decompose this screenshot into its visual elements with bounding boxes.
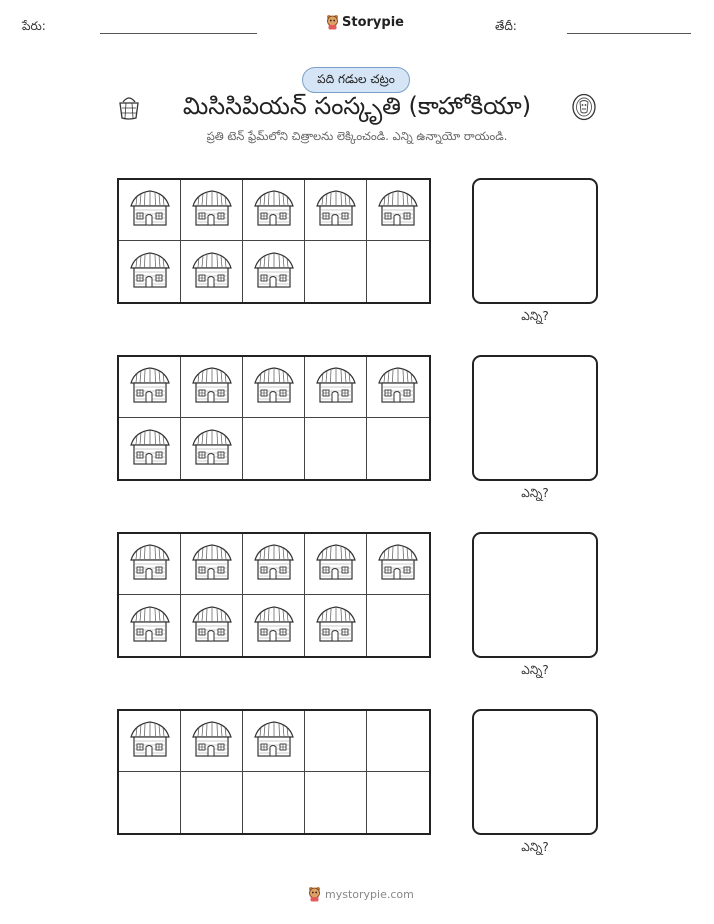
thatched-hut-icon [314, 604, 358, 648]
thatched-hut-icon [252, 250, 296, 294]
ten-frame-cell [305, 711, 367, 772]
ten-frame-cell [367, 357, 429, 418]
ten-frame-cell [119, 357, 181, 418]
footer-url: mystorypie.com [325, 887, 414, 901]
ten-frame-cell [305, 595, 367, 656]
answer-box-2[interactable] [472, 355, 598, 481]
ten-frame-cell [119, 711, 181, 772]
thatched-hut-icon [128, 250, 172, 294]
thatched-hut-icon [314, 365, 358, 409]
thatched-hut-icon [252, 188, 296, 232]
thatched-hut-icon [128, 188, 172, 232]
ten-frame-cell [243, 772, 305, 833]
thatched-hut-icon [128, 542, 172, 586]
how-many-label-1: ఎన్ని? [521, 309, 549, 323]
thatched-hut-icon [190, 250, 234, 294]
ten-frame-cell [305, 241, 367, 302]
ten-frame-2 [117, 355, 431, 481]
thatched-hut-icon [252, 604, 296, 648]
thatched-hut-icon [314, 188, 358, 232]
ten-frame-4 [117, 709, 431, 835]
thatched-hut-icon [190, 365, 234, 409]
ten-frame-cell [181, 595, 243, 656]
ten-frame-cell [367, 180, 429, 241]
thatched-hut-icon [190, 427, 234, 471]
ten-frame-cell [181, 180, 243, 241]
ten-frame-cell [243, 595, 305, 656]
ten-frame-cell [181, 357, 243, 418]
ten-frame-cell [305, 772, 367, 833]
name-label: పేరు: [22, 19, 46, 33]
date-line[interactable] [567, 33, 691, 34]
ten-frame-cell [367, 772, 429, 833]
how-many-label-2: ఎన్ని? [521, 486, 549, 500]
how-many-label-4: ఎన్ని? [521, 840, 549, 854]
thatched-hut-icon [128, 365, 172, 409]
ten-frame-cell [181, 418, 243, 479]
how-many-label-3: ఎన్ని? [521, 663, 549, 677]
ten-frame-cell [119, 534, 181, 595]
thatched-hut-icon [128, 719, 172, 763]
engraved-shell-icon [571, 93, 597, 121]
ten-frame-cell [305, 180, 367, 241]
storypie-mascot-icon [308, 886, 321, 902]
thatched-hut-icon [376, 365, 420, 409]
ten-frame-cell [119, 418, 181, 479]
answer-box-4[interactable] [472, 709, 598, 835]
worksheet-type-badge: పది గడుల చట్రం [302, 67, 410, 93]
answer-box-3[interactable] [472, 532, 598, 658]
ten-frame-cell [367, 241, 429, 302]
basket-icon [117, 93, 141, 121]
instructions: ప్రతి టెన్ ఫ్రేమ్‌లోని చిత్రాలను లెక్కించండి. ఎన్ని ఉన్నాయో రాయండి. [206, 129, 508, 143]
ten-frame-cell [119, 180, 181, 241]
ten-frame-1 [117, 178, 431, 304]
thatched-hut-icon [128, 604, 172, 648]
ten-frame-cell [367, 534, 429, 595]
ten-frame-cell [367, 595, 429, 656]
ten-frame-3 [117, 532, 431, 658]
ten-frame-cell [367, 418, 429, 479]
thatched-hut-icon [190, 604, 234, 648]
thatched-hut-icon [128, 427, 172, 471]
ten-frame-cell [367, 711, 429, 772]
brand-name: Storypie [342, 14, 404, 30]
thatched-hut-icon [376, 542, 420, 586]
ten-frame-cell [181, 241, 243, 302]
storypie-mascot-icon [326, 14, 339, 30]
worksheet-title: మిసిసిపియన్ సంస్కృతి (కాహోకియా) [182, 92, 532, 120]
thatched-hut-icon [252, 719, 296, 763]
name-line[interactable] [100, 33, 257, 34]
ten-frame-cell [243, 241, 305, 302]
ten-frame-cell [305, 357, 367, 418]
ten-frame-cell [181, 534, 243, 595]
ten-frame-cell [305, 534, 367, 595]
ten-frame-cell [119, 241, 181, 302]
ten-frame-cell [305, 418, 367, 479]
footer [308, 886, 414, 902]
thatched-hut-icon [376, 188, 420, 232]
thatched-hut-icon [190, 719, 234, 763]
brand-logo [326, 14, 404, 30]
thatched-hut-icon [190, 188, 234, 232]
date-label: తేదీ: [495, 19, 517, 33]
ten-frame-cell [119, 595, 181, 656]
ten-frame-cell [181, 711, 243, 772]
answer-box-1[interactable] [472, 178, 598, 304]
ten-frame-cell [243, 711, 305, 772]
thatched-hut-icon [314, 542, 358, 586]
ten-frame-cell [119, 772, 181, 833]
thatched-hut-icon [252, 542, 296, 586]
ten-frame-cell [243, 418, 305, 479]
ten-frame-cell [243, 534, 305, 595]
thatched-hut-icon [252, 365, 296, 409]
ten-frame-cell [243, 357, 305, 418]
ten-frame-cell [181, 772, 243, 833]
ten-frame-cell [243, 180, 305, 241]
thatched-hut-icon [190, 542, 234, 586]
